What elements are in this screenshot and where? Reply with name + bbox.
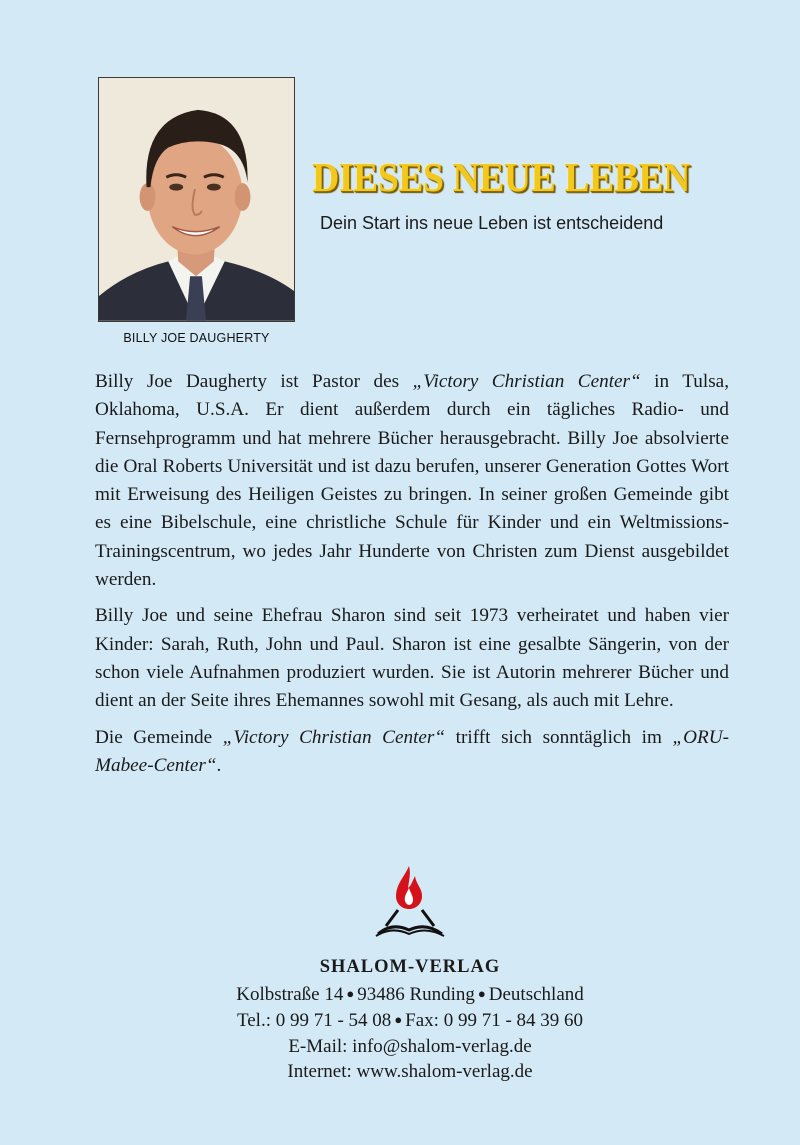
author-photo (98, 77, 295, 322)
bullet-separator: ● (477, 985, 486, 1001)
publisher-address: Kolbstraße 14 ● 93486 Runding ● Deutschland (236, 983, 584, 1005)
book-subtitle: Dein Start ins neue Leben ist entscheidend (320, 213, 664, 233)
publisher-email[interactable]: E-Mail: info@shalom-verlag.de (288, 1035, 532, 1057)
portrait-illustration (99, 78, 294, 321)
paragraph-3: Die Gemeinde „Victory Christian Center“ trifft sich sonntäglich im „ORU-Mabee-Center“. (95, 726, 729, 776)
paragraph-1: Billy Joe Daugherty ist Pastor des „Victory Christian Center“ in Tulsa, Oklahoma, U.S.A. Er dient außerdem durch ein tägliches Radio- und Fernsehprogramm und hat mehrere Bücher herausgebracht. Billy Joe absolvierte die Oral Roberts Universität und ist dazu berufen, unserer Generation Gottes Wort mit Erweisung des Heiligen Geistes zu bringen. In seiner großen Gemeinde gibt es eine Bibelschule, eine christliche Schule für Kinder und ein Weltmissions-Trainingscentrum, wo jedes Jahr Hunderte von Christen zum Dienst ausgebildet werden. (95, 371, 729, 591)
venue-name-quote: „ORU-Mabee-Center“ (95, 726, 729, 776)
flame-book-icon (374, 864, 446, 940)
bullet-separator: ● (346, 985, 355, 1001)
biography-text (95, 368, 729, 788)
publisher-phone: Tel.: 0 99 71 - 54 08 ● Fax: 0 99 71 - 84 39 60 (236, 1010, 584, 1031)
church-name-quote: „Victory Christian Center“ (412, 371, 641, 392)
publisher-name: SHALOM-VERLAG (319, 957, 501, 977)
book-title: DIESES NEUE LEBEN (312, 154, 690, 200)
photo-caption: BILLY JOE DAUGHERTY (123, 331, 270, 345)
bullet-separator: ● (394, 1012, 403, 1027)
paragraph-2: Billy Joe und seine Ehefrau Sharon sind seit 1973 verheiratet und haben vier Kinder: Sarah, Ruth, John und Paul. Sharon ist eine gesalbte Sängerin, von der schon viele Aufnahmen produziert wurden. Sie ist Autorin mehrerer Bücher und dient an der Seite ihres Ehemannes sowohl mit Gesang, als auch mit Lehre. (95, 605, 729, 712)
publisher-info (0, 955, 800, 1085)
publisher-website[interactable]: Internet: www.shalom-verlag.de (287, 1061, 533, 1082)
church-name-quote: „Victory Christian Center“ (222, 726, 446, 748)
